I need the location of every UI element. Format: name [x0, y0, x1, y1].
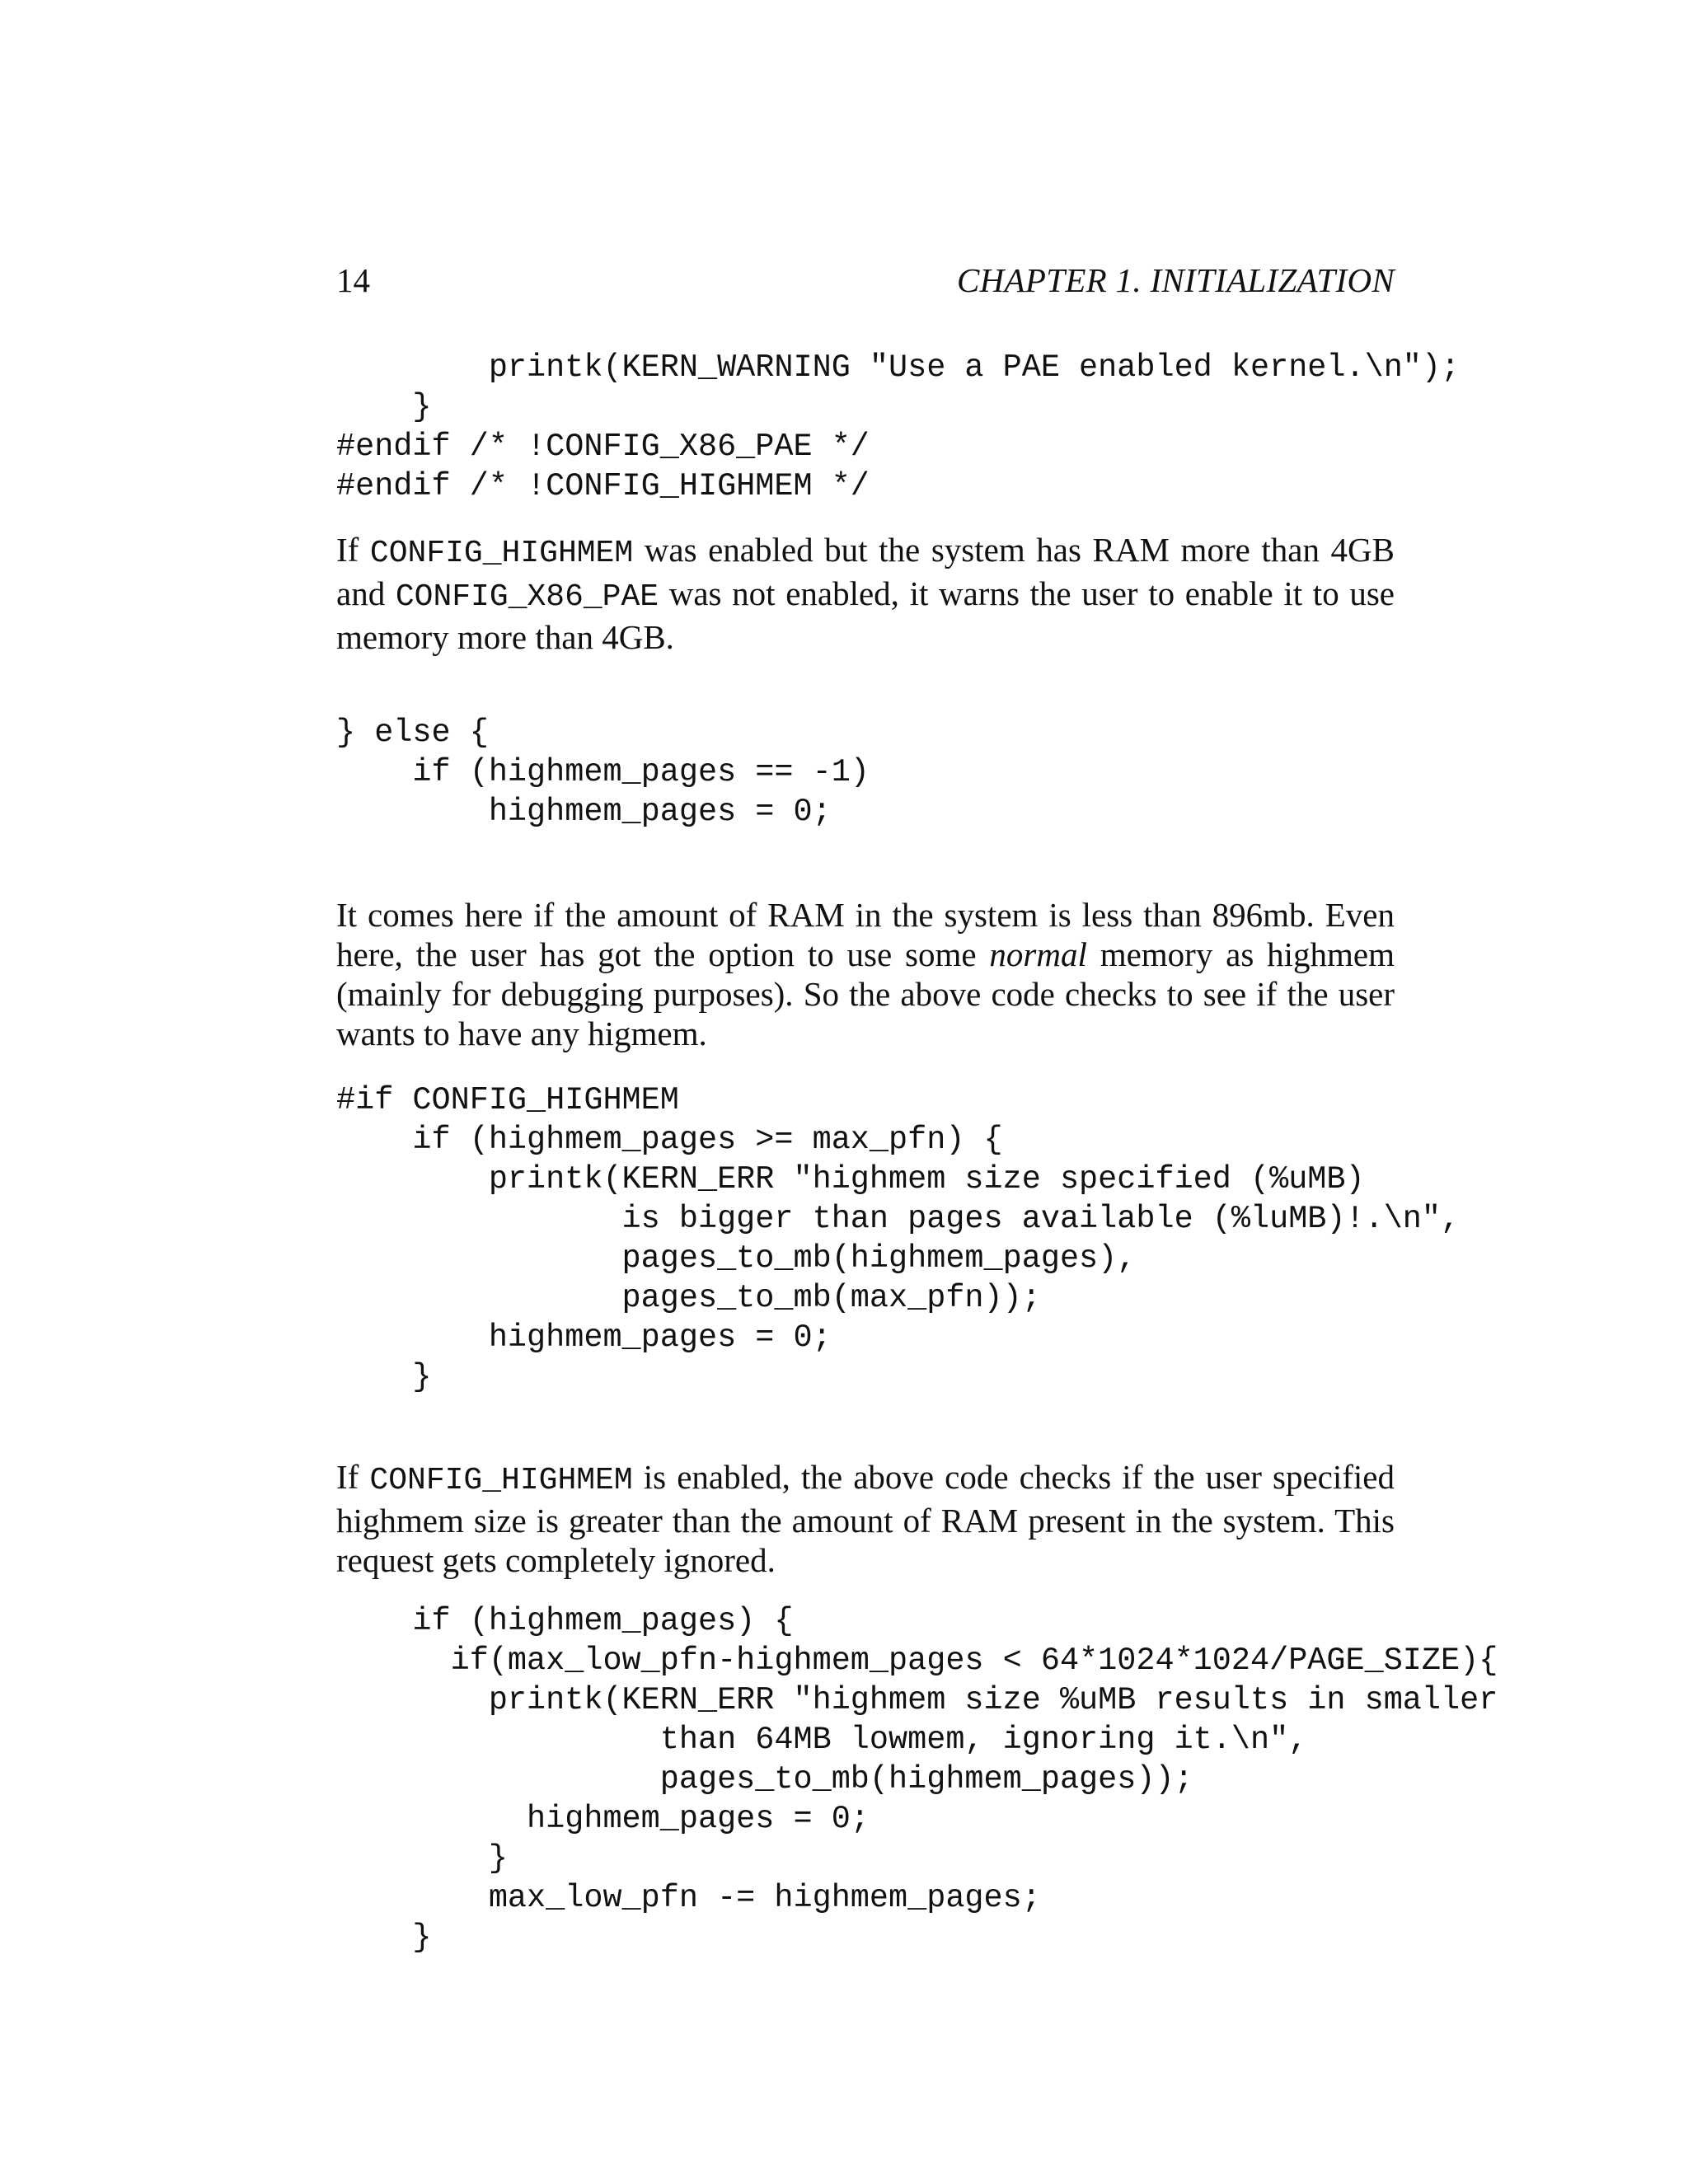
paragraph-highmem-size-check [336, 1457, 1395, 1580]
paragraph-pae-explanation [336, 530, 1395, 657]
emphasis-normal: normal [989, 935, 1087, 973]
page-number: 14 [336, 261, 370, 299]
paragraph-text: If [336, 531, 370, 569]
page-header [336, 255, 1395, 305]
paragraph-text: was enabled but the system has RAM more than 4GB and [336, 531, 1395, 612]
paragraph-text: memory as highmem (mainly for debugging purposes). So the above code checks to see if the user wants to have any higmem. [336, 935, 1395, 1052]
paragraph-text: It comes here if the amount of RAM in the system is less than 896mb. Even here, the user has got the option to use some [336, 896, 1395, 973]
paragraph-text: If [336, 1458, 370, 1496]
inline-code-config-x86-pae: CONFIG_X86_PAE [395, 579, 659, 615]
paragraph-normal-memory [336, 895, 1395, 1053]
inline-code-config-highmem: CONFIG_HIGHMEM [369, 1463, 633, 1498]
code-block-pae-warning: printk(KERN_WARNING "Use a PAE enabled kernel.\n"); } #endif /* !CONFIG_X86_PAE */ #endif /* !CONFIG_HIGHMEM */ [336, 349, 1461, 504]
code-block-else-branch: } else { if (highmem_pages == -1) highmem_pages = 0; [336, 715, 870, 830]
code-block-lowmem-check: if (highmem_pages) { if(max_low_pfn-highmem_pages < 64*1024*1024/PAGE_SIZE){ printk(KERN_ERR "highmem size %uMB results in smaller than 64MB lowmem, ignoring it.\n", pages_to_mb(highmem_pages)); highmem_pages = 0; } max_low_pfn -= highmem_pages; } [412, 1603, 1498, 1956]
code-block-highmem-check: #if CONFIG_HIGHMEM if (highmem_pages >= max_pfn) { printk(KERN_ERR "highmem size specified (%uMB) is bigger than pages available (%luMB)!.\n", pages_to_mb(highmem_pages), pages_to_mb(max_pfn)); highmem_pages = 0; } [336, 1082, 1461, 1395]
paragraph-text: was not enabled, it warns the user to enable it to use memory more than 4GB. [336, 574, 1395, 656]
inline-code-config-highmem: CONFIG_HIGHMEM [369, 536, 634, 571]
running-head-chapter-title: CHAPTER 1. INITIALIZATION [956, 261, 1395, 299]
paragraph-text: is enabled, the above code checks if the user specified highmem size is greater than the amount of RAM present in the system. This request gets completely ignored. [336, 1458, 1395, 1579]
